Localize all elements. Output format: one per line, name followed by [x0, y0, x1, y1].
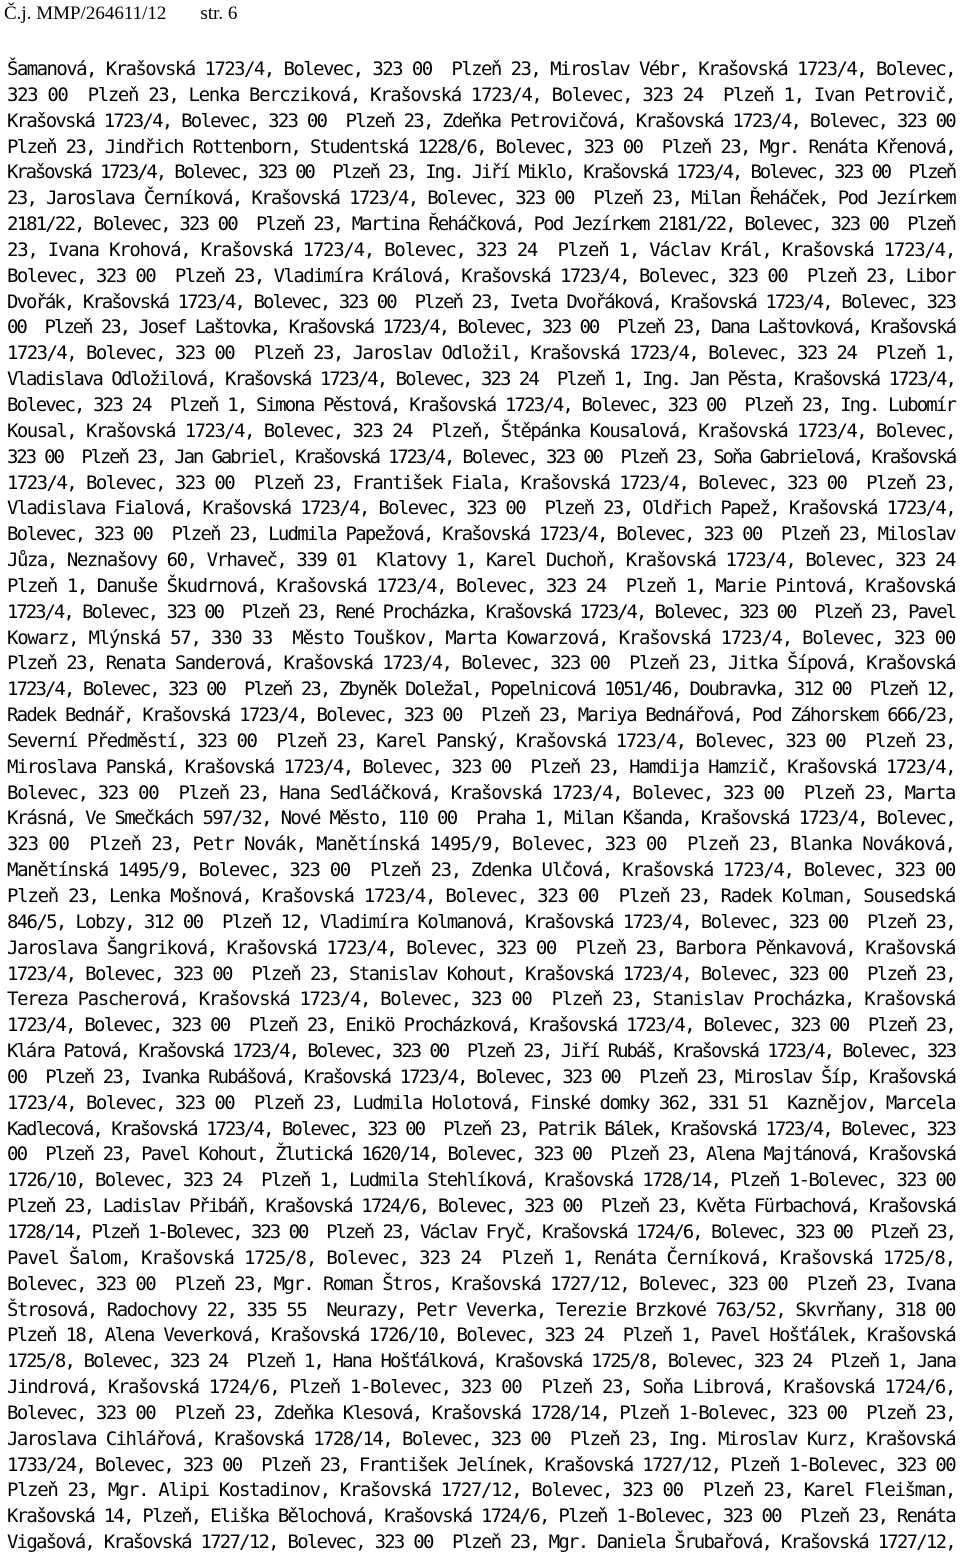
- text-line: Plzeň 23, Mgr. Alipi Kostadinov, Krašovská 1727/12, Bolevec, 323 00 Plzeň 23, Karel Fleišman,: [7, 1479, 955, 1502]
- text-line: Pavel Šalom, Krašovská 1725/8, Bolevec, 323 24 Plzeň 1, Renáta Černíková, Krašovská 1725/8,: [7, 1246, 955, 1269]
- text-line: Jůza, Neznašovy 60, Vrhaveč, 339 01 Klatovy 1, Karel Duchoň, Krašovská 1723/4, Bolevec, 323 24: [7, 549, 956, 572]
- text-line: 1725/8, Bolevec, 323 24 Plzeň 1, Hana Hošťálková, Krašovská 1725/8, Bolevec, 323 24 Plzeň 1, Jana: [7, 1350, 956, 1373]
- text-line: 1723/4, Bolevec, 323 00 Plzeň 23, René Procházka, Krašovská 1723/4, Bolevec, 323 00 Plzeň 23, Pavel: [7, 600, 955, 623]
- text-line: 323 00 Plzeň 23, Lenka Bercziková, Krašovská 1723/4, Bolevec, 323 24 Plzeň 1, Ivan Petrovič,: [7, 83, 955, 106]
- text-line: Radek Bednář, Krašovská 1723/4, Bolevec, 323 00 Plzeň 23, Mariya Bednářová, Pod Záhorskem 666/23,: [7, 704, 955, 727]
- text-line: Manětínská 1495/9, Bolevec, 323 00 Plzeň 23, Zdenka Ulčová, Krašovská 1723/4, Bolevec, 323 00: [7, 859, 955, 882]
- text-line: Krašovská 14, Plzeň, Eliška Bělochová, Krašovská 1724/6, Plzeň 1-Bolevec, 323 00 Plzeň 23, Renáta: [7, 1505, 955, 1528]
- text-line: 846/5, Lobzy, 312 00 Plzeň 12, Vladimíra Kolmanová, Krašovská 1723/4, Bolevec, 323 00 Plzeň 23,: [7, 910, 955, 933]
- body-text: [7, 57, 959, 1556]
- text-line: 1733/24, Bolevec, 323 00 Plzeň 23, František Jelínek, Krašovská 1727/12, Plzeň 1-Bolevec, 323 00: [7, 1453, 955, 1476]
- text-line: 00 Plzeň 23, Josef Laštovka, Krašovská 1723/4, Bolevec, 323 00 Plzeň 23, Dana Laštovková, Krašovská: [7, 316, 955, 339]
- text-line: Vladislava Odložilová, Krašovská 1723/4, Bolevec, 323 24 Plzeň 1, Ing. Jan Pěsta, Krašovská 1723/4,: [7, 368, 955, 391]
- text-line: Bolevec, 323 00 Plzeň 23, Vladimíra Králová, Krašovská 1723/4, Bolevec, 323 00 Plzeň 23, Libor: [7, 264, 955, 287]
- text-line: Bolevec, 323 00 Plzeň 23, Hana Sedláčková, Krašovská 1723/4, Bolevec, 323 00 Plzeň 23, Marta: [7, 781, 955, 804]
- text-line: Šamanová, Krašovská 1723/4, Bolevec, 323 00 Plzeň 23, Miroslav Vébr, Krašovská 1723/4, Bolevec,: [7, 58, 955, 80]
- text-line: 2181/22, Bolevec, 323 00 Plzeň 23, Martina Řeháčková, Pod Jezírkem 2181/22, Bolevec, 323 00 Plzeň: [7, 213, 956, 236]
- text-line: 323 00 Plzeň 23, Jan Gabriel, Krašovská 1723/4, Bolevec, 323 00 Plzeň 23, Soňa Gabrielová, Krašovská: [7, 445, 955, 468]
- text-line: Plzeň 23, Jindřich Rottenborn, Studentská 1228/6, Bolevec, 323 00 Plzeň 23, Mgr. Renáta Křenová,: [7, 135, 955, 158]
- text-line: Vladislava Fialová, Krašovská 1723/4, Bolevec, 323 00 Plzeň 23, Oldřich Papež, Krašovská 1723/4,: [7, 497, 955, 520]
- text-line: 00 Plzeň 23, Ivanka Rubášová, Krašovská 1723/4, Bolevec, 323 00 Plzeň 23, Miroslav Šíp, Krašovská: [7, 1065, 956, 1088]
- text-line: 323 00 Plzeň 23, Petr Novák, Manětínská 1495/9, Bolevec, 323 00 Plzeň 23, Blanka Nováková,: [7, 833, 955, 856]
- text-line: Jaroslava Šangriková, Krašovská 1723/4, Bolevec, 323 00 Plzeň 23, Barbora Pěnkavová, Krašovská: [7, 936, 956, 959]
- text-line: Štrosová, Radochovy 22, 335 55 Neurazy, Petr Veverka, Terezie Brzkové 763/52, Skvrňany, 318 00: [7, 1298, 956, 1321]
- text-line: Kowarz, Mlýnská 57, 330 33 Město Touškov, Marta Kowarzová, Krašovská 1723/4, Bolevec, 323 00: [7, 626, 956, 649]
- text-line: 1726/10, Bolevec, 323 24 Plzeň 1, Ludmila Stehlíková, Krašovská 1728/14, Plzeň 1-Bolevec, 323 00: [7, 1169, 955, 1192]
- text-line: Jindrová, Krašovská 1724/6, Plzeň 1-Bolevec, 323 00 Plzeň 23, Soňa Librová, Krašovská 1724/6,: [7, 1376, 955, 1399]
- text-line: 1723/4, Bolevec, 323 00 Plzeň 23, Stanislav Kohout, Krašovská 1723/4, Bolevec, 323 00 Plzeň 23,: [7, 962, 955, 985]
- text-line: 00 Plzeň 23, Pavel Kohout, Žlutická 1620/14, Bolevec, 323 00 Plzeň 23, Alena Majtánová, Krašovská: [7, 1143, 956, 1166]
- text-line: Miroslava Panská, Krašovská 1723/4, Bolevec, 323 00 Plzeň 23, Hamdija Hamzič, Krašovská 1723/4,: [7, 755, 955, 778]
- text-line: 23, Ivana Krohová, Krašovská 1723/4, Bolevec, 323 24 Plzeň 1, Václav Král, Krašovská 1723/4,: [7, 238, 956, 261]
- text-line: Bolevec, 323 00 Plzeň 23, Zdeňka Klesová, Krašovská 1728/14, Plzeň 1-Bolevec, 323 00 Plzeň 23,: [7, 1401, 955, 1424]
- text-line: Kadlecová, Krašovská 1723/4, Bolevec, 323 00 Plzeň 23, Patrik Bálek, Krašovská 1723/4, Bolevec, 323: [7, 1117, 955, 1140]
- text-line: Plzeň 1, Danuše Škudrnová, Krašovská 1723/4, Bolevec, 323 24 Plzeň 1, Marie Pintová, Krašovská: [7, 574, 956, 597]
- text-line: Severní Předměstí, 323 00 Plzeň 23, Karel Panský, Krašovská 1723/4, Bolevec, 323 00 Plzeň 23,: [7, 729, 956, 752]
- text-line: Jaroslava Cihlářová, Krašovská 1728/14, Bolevec, 323 00 Plzeň 23, Ing. Miroslav Kurz, Krašovská: [7, 1427, 955, 1450]
- text-line: Plzeň 23, Lenka Mošnová, Krašovská 1723/4, Bolevec, 323 00 Plzeň 23, Radek Kolman, Sousedská: [7, 885, 956, 907]
- text-line: Klára Patová, Krašovská 1723/4, Bolevec, 323 00 Plzeň 23, Jiří Rubáš, Krašovská 1723/4, Bolevec, 323: [7, 1040, 955, 1063]
- text-line: Krašovská 1723/4, Bolevec, 323 00 Plzeň 23, Ing. Jiří Miklo, Krašovská 1723/4, Bolevec, 323 00 Plzeň: [7, 161, 955, 184]
- page-number: str. 6: [200, 3, 238, 24]
- text-line: 1723/4, Bolevec, 323 00 Plzeň 23, Ludmila Holotová, Finské domky 362, 331 51 Kaznějov, Marcela: [7, 1091, 955, 1114]
- text-line: 1723/4, Bolevec, 323 00 Plzeň 23, František Fiala, Krašovská 1723/4, Bolevec, 323 00 Plzeň 23,: [7, 471, 955, 494]
- page-header: [4, 2, 237, 26]
- text-line: 23, Jaroslava Černíková, Krašovská 1723/4, Bolevec, 323 00 Plzeň 23, Milan Řeháček, Pod Jezírkem: [7, 187, 955, 210]
- text-line: Krásná, Ve Smečkách 597/32, Nové Město, 110 00 Praha 1, Milan Kšanda, Krašovská 1723/4, Bolevec,: [7, 807, 955, 830]
- text-line: 1723/4, Bolevec, 323 00 Plzeň 23, Enikö Procházková, Krašovská 1723/4, Bolevec, 323 00 Plzeň 23,: [7, 1014, 955, 1037]
- text-line: Plzeň 18, Alena Veverková, Krašovská 1726/10, Bolevec, 323 24 Plzeň 1, Pavel Hošťálek, Krašovská: [7, 1324, 955, 1347]
- text-line: Bolevec, 323 00 Plzeň 23, Ludmila Papežová, Krašovská 1723/4, Bolevec, 323 00 Plzeň 23, Miloslav: [7, 523, 955, 546]
- text-line: Plzeň 23, Ladislav Přibáň, Krašovská 1724/6, Bolevec, 323 00 Plzeň 23, Květa Fürbachová, Krašovská: [7, 1195, 956, 1218]
- document-reference: Č.j. MMP/264611/12: [4, 3, 167, 24]
- text-line: Tereza Pascherová, Krašovská 1723/4, Bolevec, 323 00 Plzeň 23, Stanislav Procházka, Krašovská: [7, 988, 955, 1011]
- text-line: Bolevec, 323 24 Plzeň 1, Simona Pěstová, Krašovská 1723/4, Bolevec, 323 00 Plzeň 23, Ing. Lubomír: [7, 393, 956, 416]
- text-line: Plzeň 23, Renata Sanderová, Krašovská 1723/4, Bolevec, 323 00 Plzeň 23, Jitka Šípová, Krašovská: [7, 652, 955, 675]
- text-line: Vigašová, Krašovská 1727/12, Bolevec, 323 00 Plzeň 23, Mgr. Daniela Šrubařová, Krašovská 1727/12,: [7, 1531, 955, 1554]
- text-line: Bolevec, 323 00 Plzeň 23, Mgr. Roman Štros, Krašovská 1727/12, Bolevec, 323 00 Plzeň 23, Ivana: [7, 1272, 955, 1295]
- text-line: Dvořák, Krašovská 1723/4, Bolevec, 323 00 Plzeň 23, Iveta Dvořáková, Krašovská 1723/4, Bolevec, 323: [7, 290, 955, 313]
- text-line: Krašovská 1723/4, Bolevec, 323 00 Plzeň 23, Zdeňka Petrovičová, Krašovská 1723/4, Bolevec, 323 00: [7, 109, 955, 132]
- text-line: 1723/4, Bolevec, 323 00 Plzeň 23, Jaroslav Odložil, Krašovská 1723/4, Bolevec, 323 24 Plzeň 1,: [7, 342, 955, 365]
- text-line: Kousal, Krašovská 1723/4, Bolevec, 323 24 Plzeň, Štěpánka Kousalová, Krašovská 1723/4, Bolevec,: [7, 419, 955, 442]
- text-line: 1723/4, Bolevec, 323 00 Plzeň 23, Zbyněk Doležal, Popelnicová 1051/46, Doubravka, 312 00 Plzeň 12,: [7, 678, 955, 701]
- text-line: 1728/14, Plzeň 1-Bolevec, 323 00 Plzeň 23, Václav Fryč, Krašovská 1724/6, Bolevec, 323 00 Plzeň 23,: [7, 1220, 955, 1243]
